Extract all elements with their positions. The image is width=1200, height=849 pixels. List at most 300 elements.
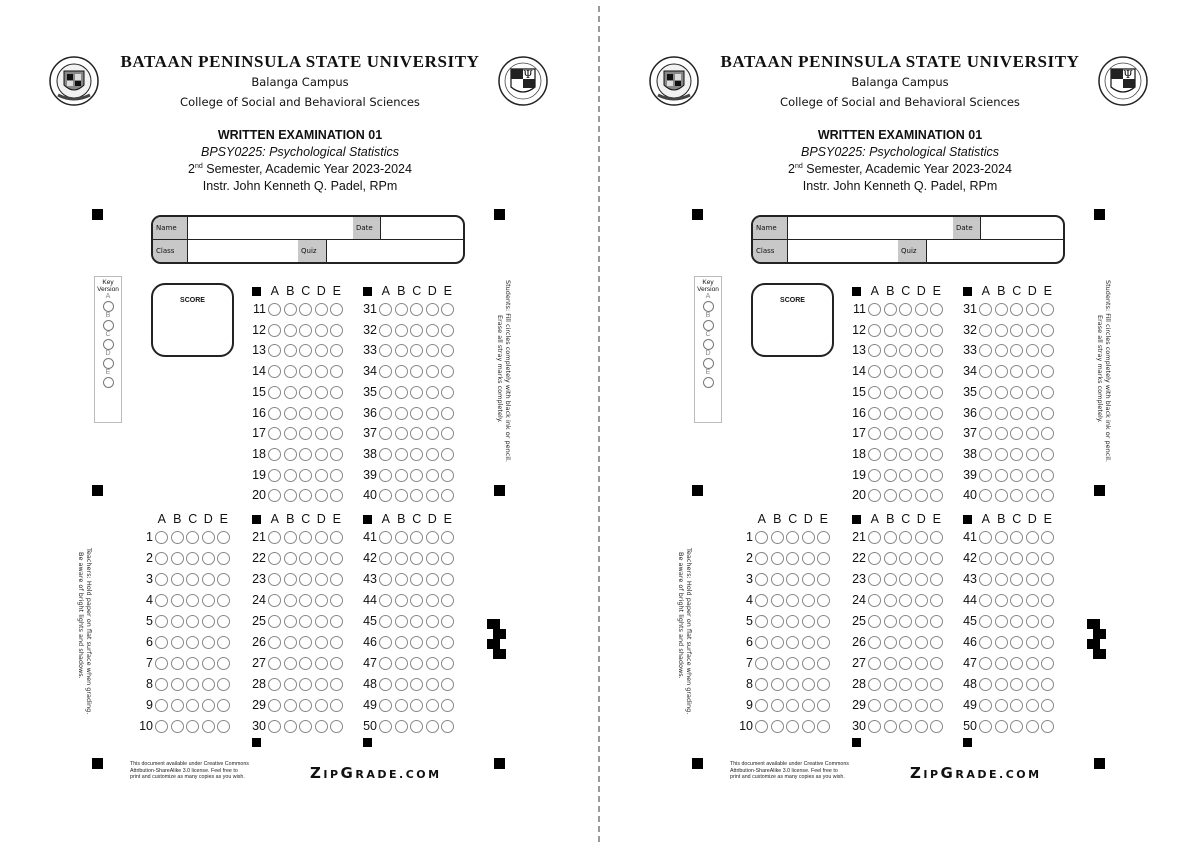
answer-bubble-39-e[interactable] <box>1041 469 1054 482</box>
answer-bubble-34-a[interactable] <box>979 365 992 378</box>
name-field[interactable] <box>788 217 954 239</box>
answer-bubble-13-e[interactable] <box>930 344 943 357</box>
answer-bubble-48-a[interactable] <box>379 678 392 691</box>
answer-bubble-34-c[interactable] <box>1010 365 1023 378</box>
answer-bubble-7-e[interactable] <box>217 657 230 670</box>
answer-bubble-50-c[interactable] <box>1010 720 1023 733</box>
answer-bubble-36-e[interactable] <box>441 407 454 420</box>
answer-bubble-33-a[interactable] <box>979 344 992 357</box>
answer-bubble-16-c[interactable] <box>299 407 312 420</box>
key-version-bubble-e[interactable] <box>103 377 114 388</box>
answer-bubble-44-a[interactable] <box>979 594 992 607</box>
answer-bubble-2-d[interactable] <box>802 552 815 565</box>
answer-bubble-41-a[interactable] <box>379 531 392 544</box>
answer-bubble-13-c[interactable] <box>899 344 912 357</box>
answer-bubble-50-c[interactable] <box>410 720 423 733</box>
answer-bubble-6-d[interactable] <box>202 636 215 649</box>
answer-bubble-26-b[interactable] <box>884 636 897 649</box>
answer-bubble-4-a[interactable] <box>155 594 168 607</box>
answer-bubble-48-d[interactable] <box>426 678 439 691</box>
answer-bubble-46-c[interactable] <box>1010 636 1023 649</box>
answer-bubble-27-e[interactable] <box>330 657 343 670</box>
answer-bubble-21-c[interactable] <box>899 531 912 544</box>
answer-bubble-27-d[interactable] <box>315 657 328 670</box>
answer-bubble-21-e[interactable] <box>330 531 343 544</box>
answer-bubble-46-a[interactable] <box>379 636 392 649</box>
answer-bubble-38-e[interactable] <box>1041 448 1054 461</box>
answer-bubble-39-b[interactable] <box>995 469 1008 482</box>
answer-bubble-26-c[interactable] <box>899 636 912 649</box>
answer-bubble-40-a[interactable] <box>379 489 392 502</box>
answer-bubble-13-b[interactable] <box>884 344 897 357</box>
answer-bubble-19-d[interactable] <box>915 469 928 482</box>
answer-bubble-40-e[interactable] <box>1041 489 1054 502</box>
answer-bubble-49-e[interactable] <box>1041 699 1054 712</box>
answer-bubble-30-d[interactable] <box>915 720 928 733</box>
answer-bubble-1-c[interactable] <box>186 531 199 544</box>
answer-bubble-22-b[interactable] <box>884 552 897 565</box>
answer-bubble-14-a[interactable] <box>868 365 881 378</box>
answer-bubble-3-d[interactable] <box>202 573 215 586</box>
answer-bubble-5-b[interactable] <box>171 615 184 628</box>
answer-bubble-49-a[interactable] <box>379 699 392 712</box>
answer-bubble-10-b[interactable] <box>771 720 784 733</box>
answer-bubble-37-b[interactable] <box>395 427 408 440</box>
answer-bubble-25-c[interactable] <box>899 615 912 628</box>
answer-bubble-10-c[interactable] <box>186 720 199 733</box>
answer-bubble-25-c[interactable] <box>299 615 312 628</box>
answer-bubble-38-c[interactable] <box>1010 448 1023 461</box>
answer-bubble-48-b[interactable] <box>395 678 408 691</box>
answer-bubble-44-d[interactable] <box>1026 594 1039 607</box>
answer-bubble-31-c[interactable] <box>1010 303 1023 316</box>
answer-bubble-43-c[interactable] <box>410 573 423 586</box>
answer-bubble-25-e[interactable] <box>330 615 343 628</box>
answer-bubble-32-e[interactable] <box>1041 324 1054 337</box>
answer-bubble-32-c[interactable] <box>410 324 423 337</box>
answer-bubble-30-a[interactable] <box>868 720 881 733</box>
answer-bubble-15-c[interactable] <box>299 386 312 399</box>
answer-bubble-22-b[interactable] <box>284 552 297 565</box>
answer-bubble-16-b[interactable] <box>284 407 297 420</box>
answer-bubble-38-d[interactable] <box>426 448 439 461</box>
answer-bubble-10-d[interactable] <box>802 720 815 733</box>
answer-bubble-42-a[interactable] <box>979 552 992 565</box>
answer-bubble-24-a[interactable] <box>268 594 281 607</box>
answer-bubble-42-a[interactable] <box>379 552 392 565</box>
answer-bubble-50-b[interactable] <box>995 720 1008 733</box>
answer-bubble-31-a[interactable] <box>979 303 992 316</box>
answer-bubble-33-c[interactable] <box>410 344 423 357</box>
answer-bubble-29-c[interactable] <box>899 699 912 712</box>
answer-bubble-34-c[interactable] <box>410 365 423 378</box>
answer-bubble-20-d[interactable] <box>315 489 328 502</box>
answer-bubble-37-e[interactable] <box>441 427 454 440</box>
answer-bubble-22-c[interactable] <box>899 552 912 565</box>
answer-bubble-42-e[interactable] <box>441 552 454 565</box>
answer-bubble-36-d[interactable] <box>426 407 439 420</box>
answer-bubble-6-a[interactable] <box>155 636 168 649</box>
answer-bubble-39-d[interactable] <box>426 469 439 482</box>
answer-bubble-36-e[interactable] <box>1041 407 1054 420</box>
answer-bubble-19-e[interactable] <box>330 469 343 482</box>
answer-bubble-14-d[interactable] <box>915 365 928 378</box>
answer-bubble-9-b[interactable] <box>171 699 184 712</box>
answer-bubble-19-c[interactable] <box>299 469 312 482</box>
answer-bubble-48-b[interactable] <box>995 678 1008 691</box>
answer-bubble-32-b[interactable] <box>995 324 1008 337</box>
answer-bubble-4-c[interactable] <box>186 594 199 607</box>
answer-bubble-36-c[interactable] <box>1010 407 1023 420</box>
answer-bubble-7-c[interactable] <box>786 657 799 670</box>
answer-bubble-28-c[interactable] <box>899 678 912 691</box>
answer-bubble-18-d[interactable] <box>915 448 928 461</box>
answer-bubble-19-c[interactable] <box>899 469 912 482</box>
answer-bubble-23-d[interactable] <box>915 573 928 586</box>
answer-bubble-8-c[interactable] <box>786 678 799 691</box>
answer-bubble-28-a[interactable] <box>268 678 281 691</box>
answer-bubble-42-b[interactable] <box>395 552 408 565</box>
answer-bubble-20-c[interactable] <box>899 489 912 502</box>
answer-bubble-43-b[interactable] <box>395 573 408 586</box>
answer-bubble-11-d[interactable] <box>315 303 328 316</box>
answer-bubble-30-e[interactable] <box>930 720 943 733</box>
answer-bubble-6-c[interactable] <box>786 636 799 649</box>
answer-bubble-25-a[interactable] <box>268 615 281 628</box>
answer-bubble-29-e[interactable] <box>330 699 343 712</box>
answer-bubble-19-a[interactable] <box>268 469 281 482</box>
answer-bubble-20-e[interactable] <box>330 489 343 502</box>
answer-bubble-36-a[interactable] <box>979 407 992 420</box>
answer-bubble-41-b[interactable] <box>995 531 1008 544</box>
answer-bubble-3-b[interactable] <box>171 573 184 586</box>
answer-bubble-49-c[interactable] <box>410 699 423 712</box>
answer-bubble-39-b[interactable] <box>395 469 408 482</box>
answer-bubble-25-d[interactable] <box>315 615 328 628</box>
answer-bubble-21-b[interactable] <box>884 531 897 544</box>
answer-bubble-19-b[interactable] <box>284 469 297 482</box>
answer-bubble-1-b[interactable] <box>171 531 184 544</box>
answer-bubble-41-a[interactable] <box>979 531 992 544</box>
answer-bubble-31-b[interactable] <box>995 303 1008 316</box>
answer-bubble-3-a[interactable] <box>755 573 768 586</box>
answer-bubble-27-c[interactable] <box>899 657 912 670</box>
answer-bubble-15-a[interactable] <box>268 386 281 399</box>
answer-bubble-46-a[interactable] <box>979 636 992 649</box>
answer-bubble-9-e[interactable] <box>217 699 230 712</box>
answer-bubble-43-a[interactable] <box>979 573 992 586</box>
answer-bubble-2-c[interactable] <box>186 552 199 565</box>
answer-bubble-44-c[interactable] <box>410 594 423 607</box>
answer-bubble-2-e[interactable] <box>217 552 230 565</box>
answer-bubble-13-b[interactable] <box>284 344 297 357</box>
answer-bubble-20-e[interactable] <box>930 489 943 502</box>
answer-bubble-4-b[interactable] <box>171 594 184 607</box>
answer-bubble-37-c[interactable] <box>1010 427 1023 440</box>
answer-bubble-13-c[interactable] <box>299 344 312 357</box>
answer-bubble-22-d[interactable] <box>315 552 328 565</box>
answer-bubble-35-a[interactable] <box>979 386 992 399</box>
answer-bubble-31-e[interactable] <box>441 303 454 316</box>
answer-bubble-16-e[interactable] <box>330 407 343 420</box>
answer-bubble-49-d[interactable] <box>426 699 439 712</box>
answer-bubble-9-c[interactable] <box>786 699 799 712</box>
answer-bubble-20-a[interactable] <box>868 489 881 502</box>
answer-bubble-5-e[interactable] <box>817 615 830 628</box>
answer-bubble-48-c[interactable] <box>1010 678 1023 691</box>
answer-bubble-27-b[interactable] <box>284 657 297 670</box>
answer-bubble-11-c[interactable] <box>299 303 312 316</box>
answer-bubble-40-a[interactable] <box>979 489 992 502</box>
answer-bubble-17-d[interactable] <box>915 427 928 440</box>
answer-bubble-13-d[interactable] <box>915 344 928 357</box>
answer-bubble-50-a[interactable] <box>379 720 392 733</box>
answer-bubble-29-c[interactable] <box>299 699 312 712</box>
answer-bubble-33-e[interactable] <box>1041 344 1054 357</box>
answer-bubble-6-e[interactable] <box>817 636 830 649</box>
answer-bubble-14-b[interactable] <box>884 365 897 378</box>
answer-bubble-43-e[interactable] <box>1041 573 1054 586</box>
answer-bubble-27-a[interactable] <box>868 657 881 670</box>
answer-bubble-7-e[interactable] <box>817 657 830 670</box>
answer-bubble-41-e[interactable] <box>1041 531 1054 544</box>
answer-bubble-23-c[interactable] <box>899 573 912 586</box>
answer-bubble-46-b[interactable] <box>395 636 408 649</box>
answer-bubble-35-d[interactable] <box>426 386 439 399</box>
answer-bubble-2-b[interactable] <box>771 552 784 565</box>
answer-bubble-12-e[interactable] <box>330 324 343 337</box>
answer-bubble-43-d[interactable] <box>426 573 439 586</box>
answer-bubble-12-b[interactable] <box>284 324 297 337</box>
answer-bubble-7-d[interactable] <box>202 657 215 670</box>
answer-bubble-46-d[interactable] <box>1026 636 1039 649</box>
answer-bubble-21-c[interactable] <box>299 531 312 544</box>
answer-bubble-46-e[interactable] <box>441 636 454 649</box>
answer-bubble-44-e[interactable] <box>1041 594 1054 607</box>
answer-bubble-2-e[interactable] <box>817 552 830 565</box>
answer-bubble-3-c[interactable] <box>186 573 199 586</box>
answer-bubble-17-a[interactable] <box>868 427 881 440</box>
answer-bubble-33-c[interactable] <box>1010 344 1023 357</box>
answer-bubble-40-e[interactable] <box>441 489 454 502</box>
answer-bubble-5-d[interactable] <box>802 615 815 628</box>
answer-bubble-15-b[interactable] <box>284 386 297 399</box>
answer-bubble-9-e[interactable] <box>817 699 830 712</box>
answer-bubble-39-a[interactable] <box>379 469 392 482</box>
answer-bubble-45-b[interactable] <box>395 615 408 628</box>
answer-bubble-33-d[interactable] <box>426 344 439 357</box>
answer-bubble-20-c[interactable] <box>299 489 312 502</box>
answer-bubble-13-d[interactable] <box>315 344 328 357</box>
answer-bubble-34-e[interactable] <box>441 365 454 378</box>
answer-bubble-1-a[interactable] <box>755 531 768 544</box>
answer-bubble-20-a[interactable] <box>268 489 281 502</box>
answer-bubble-17-a[interactable] <box>268 427 281 440</box>
answer-bubble-46-b[interactable] <box>995 636 1008 649</box>
answer-bubble-11-b[interactable] <box>284 303 297 316</box>
answer-bubble-8-e[interactable] <box>217 678 230 691</box>
answer-bubble-9-d[interactable] <box>802 699 815 712</box>
answer-bubble-6-c[interactable] <box>186 636 199 649</box>
answer-bubble-43-d[interactable] <box>1026 573 1039 586</box>
answer-bubble-6-a[interactable] <box>755 636 768 649</box>
answer-bubble-35-e[interactable] <box>1041 386 1054 399</box>
answer-bubble-22-c[interactable] <box>299 552 312 565</box>
answer-bubble-29-a[interactable] <box>268 699 281 712</box>
answer-bubble-8-a[interactable] <box>155 678 168 691</box>
answer-bubble-50-a[interactable] <box>979 720 992 733</box>
answer-bubble-18-b[interactable] <box>284 448 297 461</box>
answer-bubble-34-e[interactable] <box>1041 365 1054 378</box>
answer-bubble-28-e[interactable] <box>930 678 943 691</box>
answer-bubble-19-d[interactable] <box>315 469 328 482</box>
answer-bubble-35-e[interactable] <box>441 386 454 399</box>
answer-bubble-37-a[interactable] <box>979 427 992 440</box>
answer-bubble-38-b[interactable] <box>995 448 1008 461</box>
answer-bubble-2-a[interactable] <box>155 552 168 565</box>
answer-bubble-28-b[interactable] <box>884 678 897 691</box>
answer-bubble-40-b[interactable] <box>995 489 1008 502</box>
answer-bubble-36-d[interactable] <box>1026 407 1039 420</box>
answer-bubble-13-a[interactable] <box>868 344 881 357</box>
answer-bubble-14-c[interactable] <box>299 365 312 378</box>
answer-bubble-36-b[interactable] <box>995 407 1008 420</box>
answer-bubble-23-a[interactable] <box>268 573 281 586</box>
answer-bubble-8-b[interactable] <box>771 678 784 691</box>
answer-bubble-29-e[interactable] <box>930 699 943 712</box>
answer-bubble-4-d[interactable] <box>802 594 815 607</box>
answer-bubble-50-d[interactable] <box>1026 720 1039 733</box>
answer-bubble-12-e[interactable] <box>930 324 943 337</box>
answer-bubble-43-c[interactable] <box>1010 573 1023 586</box>
answer-bubble-28-d[interactable] <box>915 678 928 691</box>
answer-bubble-38-a[interactable] <box>979 448 992 461</box>
answer-bubble-40-c[interactable] <box>410 489 423 502</box>
answer-bubble-16-b[interactable] <box>884 407 897 420</box>
answer-bubble-16-c[interactable] <box>899 407 912 420</box>
answer-bubble-13-a[interactable] <box>268 344 281 357</box>
answer-bubble-10-a[interactable] <box>155 720 168 733</box>
answer-bubble-9-c[interactable] <box>186 699 199 712</box>
answer-bubble-35-b[interactable] <box>395 386 408 399</box>
answer-bubble-18-e[interactable] <box>930 448 943 461</box>
answer-bubble-15-e[interactable] <box>330 386 343 399</box>
answer-bubble-23-d[interactable] <box>315 573 328 586</box>
answer-bubble-20-b[interactable] <box>284 489 297 502</box>
answer-bubble-9-a[interactable] <box>755 699 768 712</box>
answer-bubble-43-b[interactable] <box>995 573 1008 586</box>
answer-bubble-12-c[interactable] <box>899 324 912 337</box>
answer-bubble-17-e[interactable] <box>330 427 343 440</box>
answer-bubble-26-e[interactable] <box>930 636 943 649</box>
answer-bubble-25-b[interactable] <box>884 615 897 628</box>
answer-bubble-16-a[interactable] <box>268 407 281 420</box>
answer-bubble-14-e[interactable] <box>930 365 943 378</box>
answer-bubble-10-e[interactable] <box>217 720 230 733</box>
answer-bubble-20-b[interactable] <box>884 489 897 502</box>
answer-bubble-7-b[interactable] <box>171 657 184 670</box>
answer-bubble-32-d[interactable] <box>426 324 439 337</box>
answer-bubble-36-c[interactable] <box>410 407 423 420</box>
answer-bubble-32-a[interactable] <box>379 324 392 337</box>
answer-bubble-1-e[interactable] <box>217 531 230 544</box>
answer-bubble-42-c[interactable] <box>1010 552 1023 565</box>
answer-bubble-38-e[interactable] <box>441 448 454 461</box>
answer-bubble-42-d[interactable] <box>426 552 439 565</box>
answer-bubble-10-b[interactable] <box>171 720 184 733</box>
answer-bubble-49-d[interactable] <box>1026 699 1039 712</box>
answer-bubble-21-a[interactable] <box>868 531 881 544</box>
key-version-bubble-d[interactable] <box>103 358 114 369</box>
answer-bubble-16-d[interactable] <box>315 407 328 420</box>
answer-bubble-36-a[interactable] <box>379 407 392 420</box>
answer-bubble-38-a[interactable] <box>379 448 392 461</box>
answer-bubble-30-a[interactable] <box>268 720 281 733</box>
answer-bubble-34-d[interactable] <box>426 365 439 378</box>
answer-bubble-33-b[interactable] <box>995 344 1008 357</box>
answer-bubble-26-e[interactable] <box>330 636 343 649</box>
answer-bubble-47-e[interactable] <box>441 657 454 670</box>
answer-bubble-35-c[interactable] <box>1010 386 1023 399</box>
answer-bubble-28-d[interactable] <box>315 678 328 691</box>
answer-bubble-9-d[interactable] <box>202 699 215 712</box>
answer-bubble-50-e[interactable] <box>1041 720 1054 733</box>
answer-bubble-39-c[interactable] <box>410 469 423 482</box>
answer-bubble-26-c[interactable] <box>299 636 312 649</box>
answer-bubble-28-b[interactable] <box>284 678 297 691</box>
date-field[interactable] <box>381 217 463 239</box>
answer-bubble-10-c[interactable] <box>786 720 799 733</box>
answer-bubble-7-a[interactable] <box>755 657 768 670</box>
answer-bubble-42-c[interactable] <box>410 552 423 565</box>
answer-bubble-48-d[interactable] <box>1026 678 1039 691</box>
answer-bubble-35-c[interactable] <box>410 386 423 399</box>
answer-bubble-45-e[interactable] <box>441 615 454 628</box>
answer-bubble-31-d[interactable] <box>426 303 439 316</box>
answer-bubble-12-c[interactable] <box>299 324 312 337</box>
answer-bubble-23-a[interactable] <box>868 573 881 586</box>
answer-bubble-3-e[interactable] <box>217 573 230 586</box>
name-field[interactable] <box>188 217 354 239</box>
answer-bubble-27-a[interactable] <box>268 657 281 670</box>
answer-bubble-19-e[interactable] <box>930 469 943 482</box>
class-field[interactable] <box>788 240 899 262</box>
answer-bubble-48-e[interactable] <box>441 678 454 691</box>
answer-bubble-15-e[interactable] <box>930 386 943 399</box>
answer-bubble-6-b[interactable] <box>171 636 184 649</box>
answer-bubble-37-d[interactable] <box>426 427 439 440</box>
answer-bubble-1-a[interactable] <box>155 531 168 544</box>
answer-bubble-26-d[interactable] <box>915 636 928 649</box>
answer-bubble-15-c[interactable] <box>899 386 912 399</box>
answer-bubble-47-c[interactable] <box>1010 657 1023 670</box>
answer-bubble-17-b[interactable] <box>884 427 897 440</box>
answer-bubble-24-c[interactable] <box>299 594 312 607</box>
answer-bubble-28-a[interactable] <box>868 678 881 691</box>
answer-bubble-24-b[interactable] <box>284 594 297 607</box>
answer-bubble-45-c[interactable] <box>410 615 423 628</box>
answer-bubble-24-e[interactable] <box>930 594 943 607</box>
answer-bubble-4-a[interactable] <box>755 594 768 607</box>
answer-bubble-31-a[interactable] <box>379 303 392 316</box>
answer-bubble-40-c[interactable] <box>1010 489 1023 502</box>
answer-bubble-46-d[interactable] <box>426 636 439 649</box>
answer-bubble-7-d[interactable] <box>802 657 815 670</box>
answer-bubble-32-d[interactable] <box>1026 324 1039 337</box>
answer-bubble-29-b[interactable] <box>884 699 897 712</box>
answer-bubble-14-d[interactable] <box>315 365 328 378</box>
answer-bubble-5-a[interactable] <box>155 615 168 628</box>
